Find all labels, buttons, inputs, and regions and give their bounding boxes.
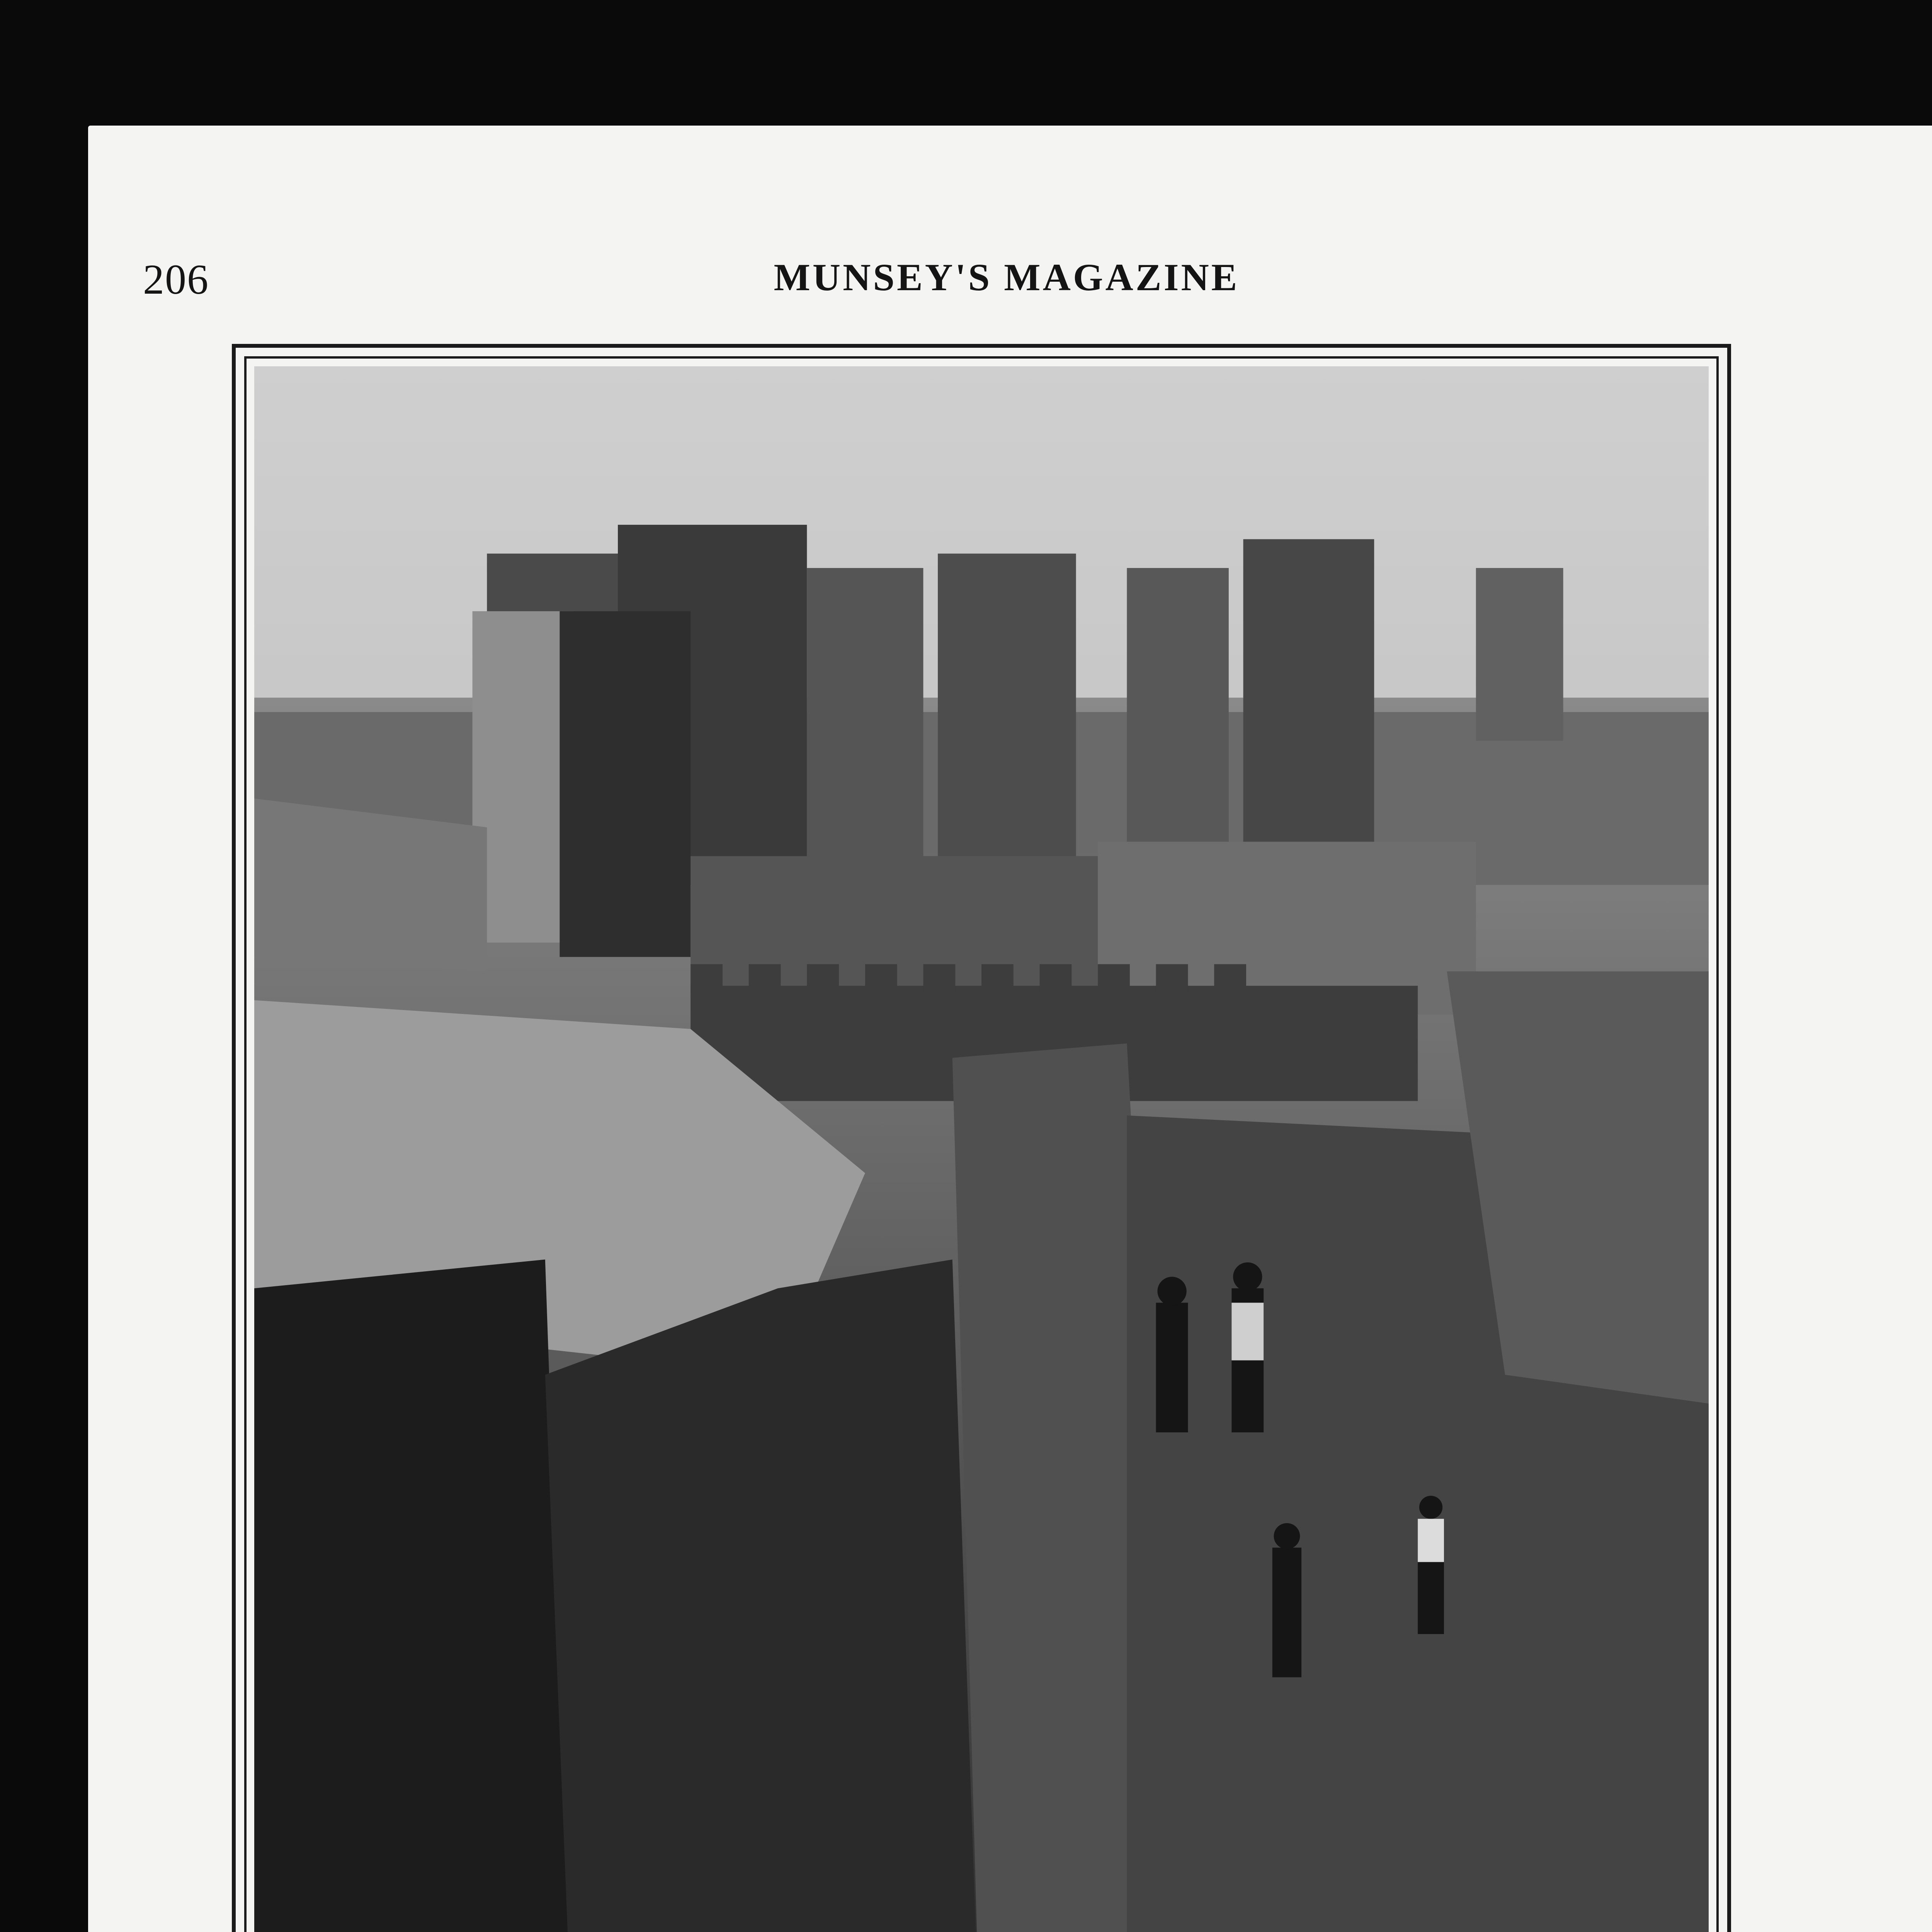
page-header bbox=[143, 255, 1870, 309]
running-head: MUNSEY'S MAGAZINE bbox=[774, 256, 1240, 299]
castle-photograph bbox=[254, 366, 1709, 1932]
photo-plate bbox=[232, 344, 1731, 1932]
plate-inner-frame bbox=[244, 356, 1719, 1932]
castle-photo-illustration bbox=[254, 366, 1709, 1932]
page-number: 206 bbox=[143, 256, 209, 303]
